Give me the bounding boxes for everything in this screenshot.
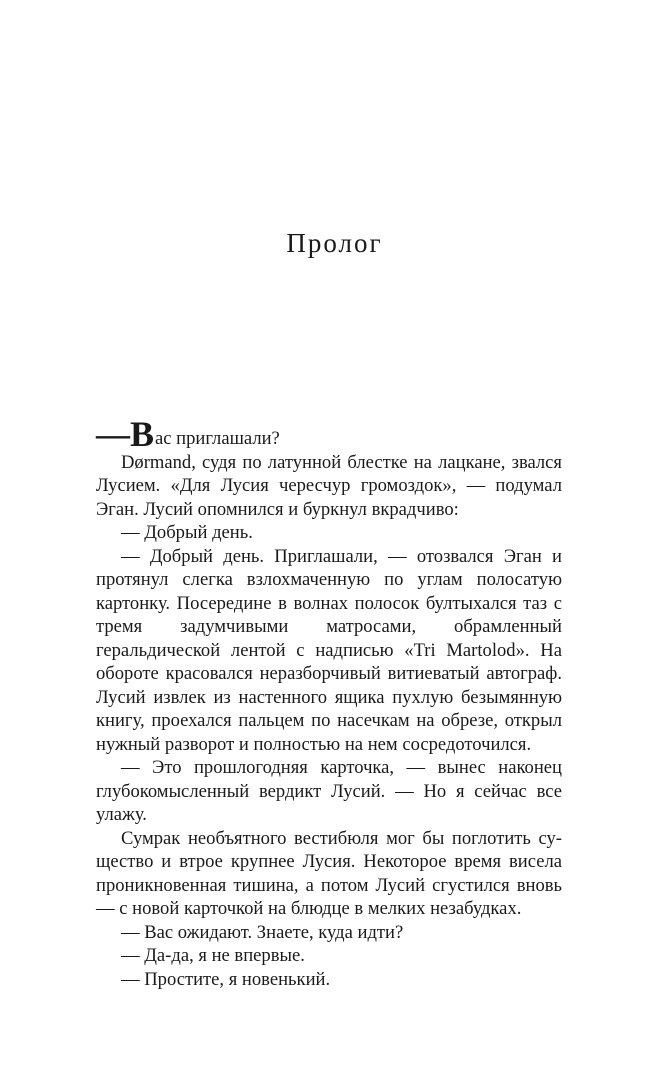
paragraph-7: — Вас ожидают. Знаете, куда идти?: [121, 921, 404, 943]
paragraph-2: Dørmand, судя по латунной блестке на лацкане, звался Лусием. «Для Лусия чересчур громоздок», — подумал Эган. Лусий опомнился и буркнул вкрадчиво:: [96, 451, 562, 520]
chapter-body: [96, 414, 562, 991]
paragraph-6: Сумрак необъятного вестибюля мог бы поглотить существо и втрое крупнее Лусия. Некоторое время висела проникновенная тишина, а потом Лусий сгустился вновь — с новой карточкой на блюдце в мелких незабудках.: [96, 827, 562, 919]
paragraph-5: — Это прошлогодняя карточка, — вынес наконец глубокомысленный вердикт Лусий. — Но я сейчас все улажу.: [96, 757, 562, 825]
paragraph-1: [96, 414, 562, 454]
chapter-title: Пролог: [286, 228, 383, 258]
paragraph-8: — Да-да, я не впервые.: [121, 945, 305, 966]
paragraph-9: — Простите, я новенький.: [121, 968, 331, 990]
paragraph-1-text: ас приглашали?: [155, 428, 280, 449]
paragraph-3: — Добрый день.: [121, 522, 253, 543]
dropcap-dash: —: [96, 416, 130, 453]
dropcap-letter: В: [130, 414, 155, 454]
paragraph-4: — Добрый день. Приглашали, — отозвался Эган и протянул слегка взлохмаченную по углам полосатую картонку. Посередине в волнах полосок бултыхался таз с тремя задумчивыми матросами, обрамленный геральдической лентой с надписью «Tri Martolod». На обороте красовался неразборчивый витиеватый автограф. Лусий извлек из настенного ящика пухлую безымянную книгу, проехался пальцем по насечкам на обрезе, открыл нужный разворот и полностью на нем сосредоточился.: [96, 545, 562, 755]
